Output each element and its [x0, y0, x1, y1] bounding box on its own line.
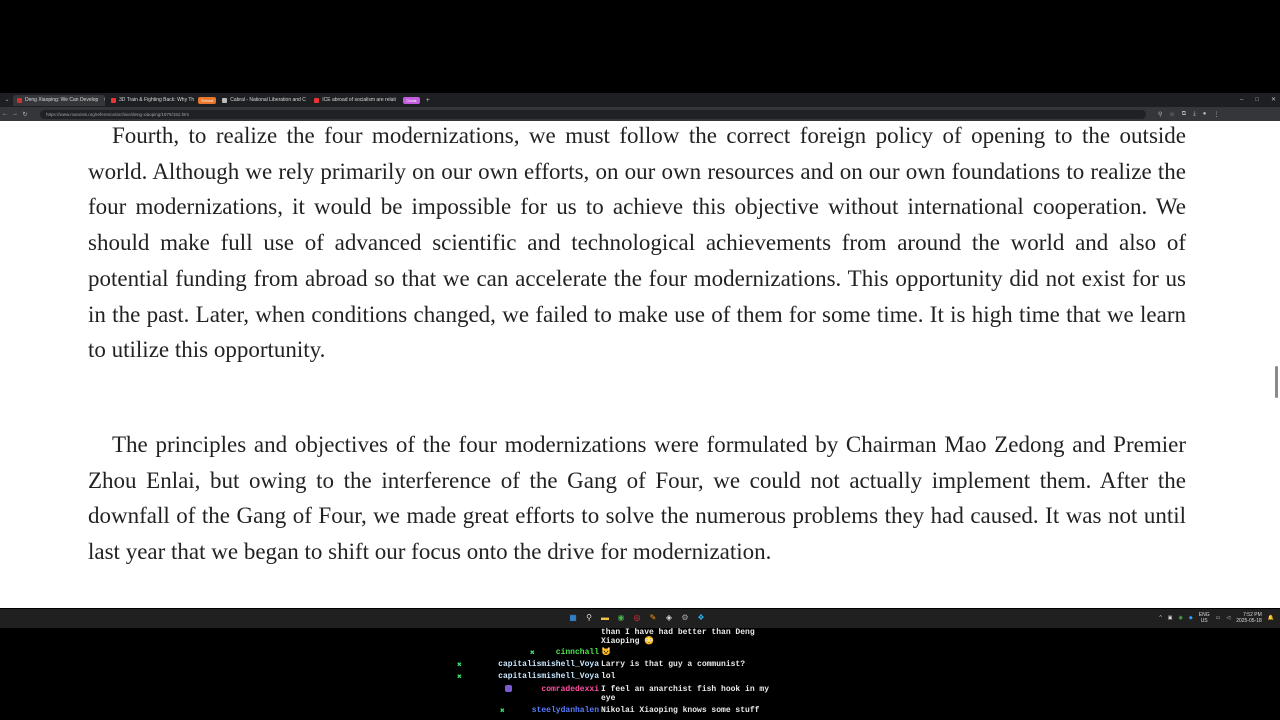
stream-chat-overlay	[0, 628, 1280, 720]
zoom-icon[interactable]: ⚲	[1158, 111, 1163, 118]
article-paragraph: The principles and objectives of the four modernizations were formulated by Chairman Mao Zedong and Premier Zhou Enlai, but owing to the interference of the Gang of Four, we could not actually implement them. After the downfall of the Gang of Four, we made great efforts to solve the numerous problems they had caused. It was not until last year that we began to shift our focus onto the drive for modernization.	[88, 432, 1186, 565]
reload-icon[interactable]: ↻	[22, 111, 28, 118]
address-bar[interactable]	[40, 110, 1146, 119]
windows-taskbar	[0, 609, 1280, 628]
chat-message: lol	[601, 672, 616, 681]
tray-app-icon[interactable]: ◉	[1178, 615, 1183, 621]
language-indicator[interactable]	[1199, 612, 1210, 624]
file-explorer-icon[interactable]: ▬	[601, 613, 609, 622]
window-controls	[1240, 93, 1276, 107]
pin-icon[interactable]: ✎	[649, 613, 657, 622]
tab-favicon-icon	[17, 98, 22, 103]
chat-message: 😺	[601, 648, 611, 657]
chat-message: Nikolai Xiaoping knows some stuff	[601, 706, 760, 715]
minimize-icon[interactable]: –	[1240, 97, 1244, 103]
url-text: https://www.marxists.org/reference/archive/deng-xiaoping/1979/152.htm	[46, 111, 190, 117]
tab-search-chevron-icon[interactable]: ⌄	[4, 97, 10, 103]
page-scrollbar[interactable]	[1273, 121, 1280, 608]
chat-badge-icon: ✖	[457, 673, 462, 682]
subscriber-badge-icon	[505, 685, 512, 692]
close-window-icon[interactable]: ✕	[1270, 97, 1276, 103]
chat-username: capitalismishell_Voya	[498, 672, 599, 681]
tab-deng-xiaoping[interactable]	[13, 95, 105, 106]
tab-favicon-icon	[222, 98, 227, 103]
new-tab-button[interactable]: +	[425, 96, 430, 104]
chat-username: comradedexxi	[541, 685, 599, 694]
tab-group-chats[interactable]: Chats	[403, 97, 419, 104]
chat-username: capitalismishell_Voya	[498, 660, 599, 669]
app-icon[interactable]: ⚙	[681, 613, 689, 622]
maximize-icon[interactable]: □	[1255, 97, 1259, 103]
chat-message: than I have had better than Deng Xiaoping 😳	[601, 628, 755, 646]
chat-badge-icon: ✖	[530, 649, 535, 658]
article-paragraph: Fourth, to realize the four modernizations, we must follow the correct foreign policy of opening to the outside world. Although we rely primarily on our own efforts, on our own resources and on our own foundations to realize the four modernizations, it would be impossible for us to achieve this objective without international cooperation. We should make full use of advanced scientific and technological achievements from around the world and also of potential funding from abroad so that we can accelerate the four modernizations. This opportunity did not exist for us in the past. Later, when conditions changed, we failed to make use of them for some time. It is high time that we learn to utilize this opportunity.	[88, 123, 1186, 363]
tab-label: ICE abroad of socialism are relati	[322, 97, 396, 103]
clock[interactable]	[1236, 612, 1262, 624]
browser-toolbar	[0, 107, 1280, 121]
app-icon[interactable]: ❖	[697, 613, 705, 622]
extensions-icon[interactable]: ⧉	[1181, 110, 1187, 117]
tab-close-icon[interactable]	[103, 97, 105, 103]
obs-icon[interactable]: ◎	[633, 613, 641, 622]
chat-badge-icon: ✖	[457, 661, 462, 670]
toolbar-icons	[1158, 111, 1219, 118]
tab-ice-abroad[interactable]	[310, 95, 400, 106]
article-page	[0, 121, 1273, 608]
chrome-icon[interactable]: ◉	[617, 613, 625, 622]
menu-dots-icon[interactable]: ⋮	[1213, 111, 1220, 118]
tab-label: Cabral - National Liberation and C	[230, 97, 306, 103]
tray-app-icon[interactable]: ▣	[1167, 615, 1173, 621]
youtube-favicon-icon	[111, 98, 116, 103]
language-code: ENG	[1198, 612, 1210, 618]
bookmark-star-icon[interactable]: ☆	[1169, 111, 1175, 118]
tab-3d-train[interactable]	[107, 95, 195, 106]
tab-cabral[interactable]	[218, 95, 308, 106]
browser-tab-bar	[0, 93, 1280, 107]
profile-avatar-icon[interactable]: ●	[1202, 110, 1207, 117]
start-windows-icon[interactable]: ▦	[569, 613, 577, 622]
steam-icon[interactable]: ◈	[665, 613, 673, 622]
system-tray	[1159, 612, 1274, 624]
tab-label: Deng Xiaoping: We Can Develop	[25, 97, 99, 103]
tray-app-icon[interactable]: ◆	[1188, 615, 1193, 621]
chat-badge-icon: ✖	[500, 707, 505, 716]
network-icon[interactable]: ▭	[1215, 615, 1221, 621]
chat-message: Larry is that guy a communist?	[601, 660, 746, 669]
tray-chevron-icon[interactable]: ^	[1159, 615, 1162, 621]
scrollbar-thumb[interactable]	[1275, 366, 1278, 398]
tab-label: 3D Train & Fighting Back: Why Th	[119, 97, 195, 103]
downloads-icon[interactable]: ⤓	[1193, 110, 1196, 117]
search-icon[interactable]: ⚲	[586, 613, 592, 622]
chat-message: I feel an anarchist fish hook in my eye	[601, 685, 770, 703]
forward-arrow-icon[interactable]: →	[12, 111, 18, 117]
clock-date: 2025-05-18	[1236, 618, 1262, 624]
chat-username: cinnchall	[555, 648, 599, 657]
taskbar-apps	[568, 613, 706, 623]
notification-icon[interactable]: 🔔	[1267, 615, 1274, 621]
language-region: US	[1200, 618, 1208, 624]
clock-time: 7:52 PM	[1243, 612, 1262, 618]
chat-username: steelydanhalen	[531, 706, 599, 715]
back-arrow-icon[interactable]: ←	[2, 111, 8, 117]
tab-favicon-icon	[314, 98, 319, 103]
tab-group-school[interactable]: School	[198, 97, 216, 104]
volume-icon[interactable]: ◁	[1226, 615, 1231, 621]
